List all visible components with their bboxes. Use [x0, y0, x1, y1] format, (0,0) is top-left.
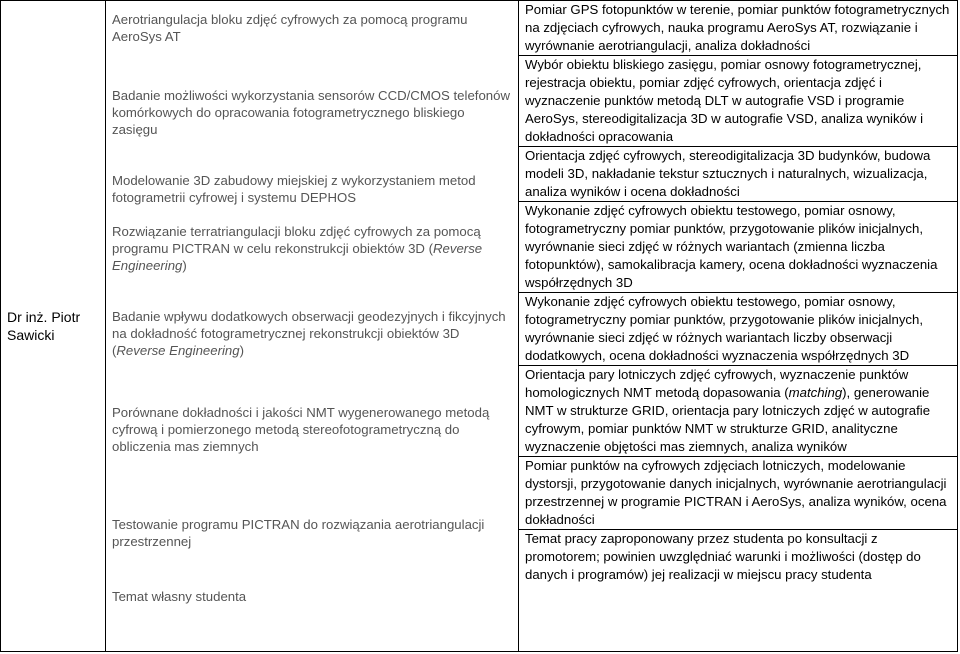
- topic-3: Modelowanie 3D zabudowy miejskiej z wykorzystaniem metod fotogrametrii cyfrowej i systemu DEPHOS: [112, 173, 476, 205]
- description-2: Wybór obiektu bliskiego zasięgu, pomiar osnowy fotogrametrycznej, rejestracja obiektu, pomiar zdjęć cyfrowych, orientacja zdjęć i wyznaczenie punktów metodą DLT w autografie VSD i programie AeroSys, stereodigitalizacja 3D w autografie VSD, analiza wyników i dokładności opracowania: [519, 56, 957, 147]
- description-6: Orientacja pary lotniczych zdjęć cyfrowych, wyznaczenie punktów homologicznych NMT metodą dopasowania (matching), generowanie NMT w strukturze GRID, orientacja pary lotniczych zdjęć w autografie cyfrowym, pomiar punktów NMT w strukturze GRID, analityczne wyznaczenie objętości mas ziemnych, analiza wyników: [519, 366, 957, 457]
- topic-2: Badanie możliwości wykorzystania sensorów CCD/CMOS telefonów komórkowych do opracowania fotogrametrycznego bliskiego zasięgu: [112, 88, 510, 137]
- description-4: Wykonanie zdjęć cyfrowych obiektu testowego, pomiar osnowy, fotogrametryczny pomiar punktów, przygotowanie plików inicjalnych, wyrównanie sieci zdjęć w różnych wariantach (zmienna liczba fotopunktów), samokalibracja kamery, ocena dokładności wyznaczenia współrzędnych 3D: [519, 202, 957, 293]
- description-8: Temat pracy zaproponowany przez studenta po konsultacji z promotorem; powinien uwzględniać warunki i możliwości (dostęp do danych i programów) jej realizacji w miejscu pracy studenta: [525, 531, 921, 582]
- description-1: Pomiar GPS fotopunktów w terenie, pomiar punktów fotogrametrycznych na zdjęciach cyfrowych, nauka programu AeroSys AT, rozwiązanie i wyrównanie aerotriangulacji, analiza dokładności: [519, 1, 957, 56]
- topic-7: Testowanie programu PICTRAN do rozwiązania aerotriangulacji przestrzennej: [112, 517, 485, 549]
- author-cell: [1, 1, 106, 652]
- topic-8: Temat własny studenta: [112, 589, 247, 604]
- description-3: Orientacja zdjęć cyfrowych, stereodigitalizacja 3D budynków, budowa modeli 3D, nakładanie tekstur sztucznych i naturalnych, wizualizacja, analiza wyników i ocena dokładności: [519, 147, 957, 202]
- topic-5: Badanie wpływu dodatkowych obserwacji geodezyjnych i fikcyjnych na dokładność fotogrametrycznej rekonstrukcji obiektów 3D (Reverse Engineering): [112, 309, 506, 358]
- topic-6: Porównane dokładności i jakości NMT wygenerowanego metodą cyfrową i pomierzonego metodą stereofotogrametryczną do obliczenia mas ziemnych: [112, 405, 490, 454]
- description-7: Pomiar punktów na cyfrowych zdjęciach lotniczych, modelowanie dystorsji, przygotowanie danych inicjalnych, wyrównanie aerotriangulacji przestrzennej w programie PICTRAN i AeroSys, analiza wyników, ocena dokładności: [519, 457, 957, 530]
- topic-4: Rozwiązanie terratriangulacji bloku zdjęć cyfrowych za pomocą programu PICTRAN w celu rekonstrukcji obiektów 3D (Reverse Engineering): [112, 224, 483, 273]
- supervisor-name: Dr inż. Piotr Sawicki: [7, 309, 81, 343]
- description-5: Wykonanie zdjęć cyfrowych obiektu testowego, pomiar osnowy, fotogrametryczny pomiar punktów, przygotowanie plików inicjalnych, wyrównanie sieci zdjęć w różnych wariantach liczby obserwacji dodatkowych, ocena dokładności wyznaczenia współrzędnych 3D: [519, 293, 957, 366]
- descriptions-cell: [519, 1, 958, 652]
- topic-1: Aerotriangulacja bloku zdjęć cyfrowych za pomocą programu AeroSys AT: [112, 12, 468, 44]
- topics-cell: [106, 1, 519, 652]
